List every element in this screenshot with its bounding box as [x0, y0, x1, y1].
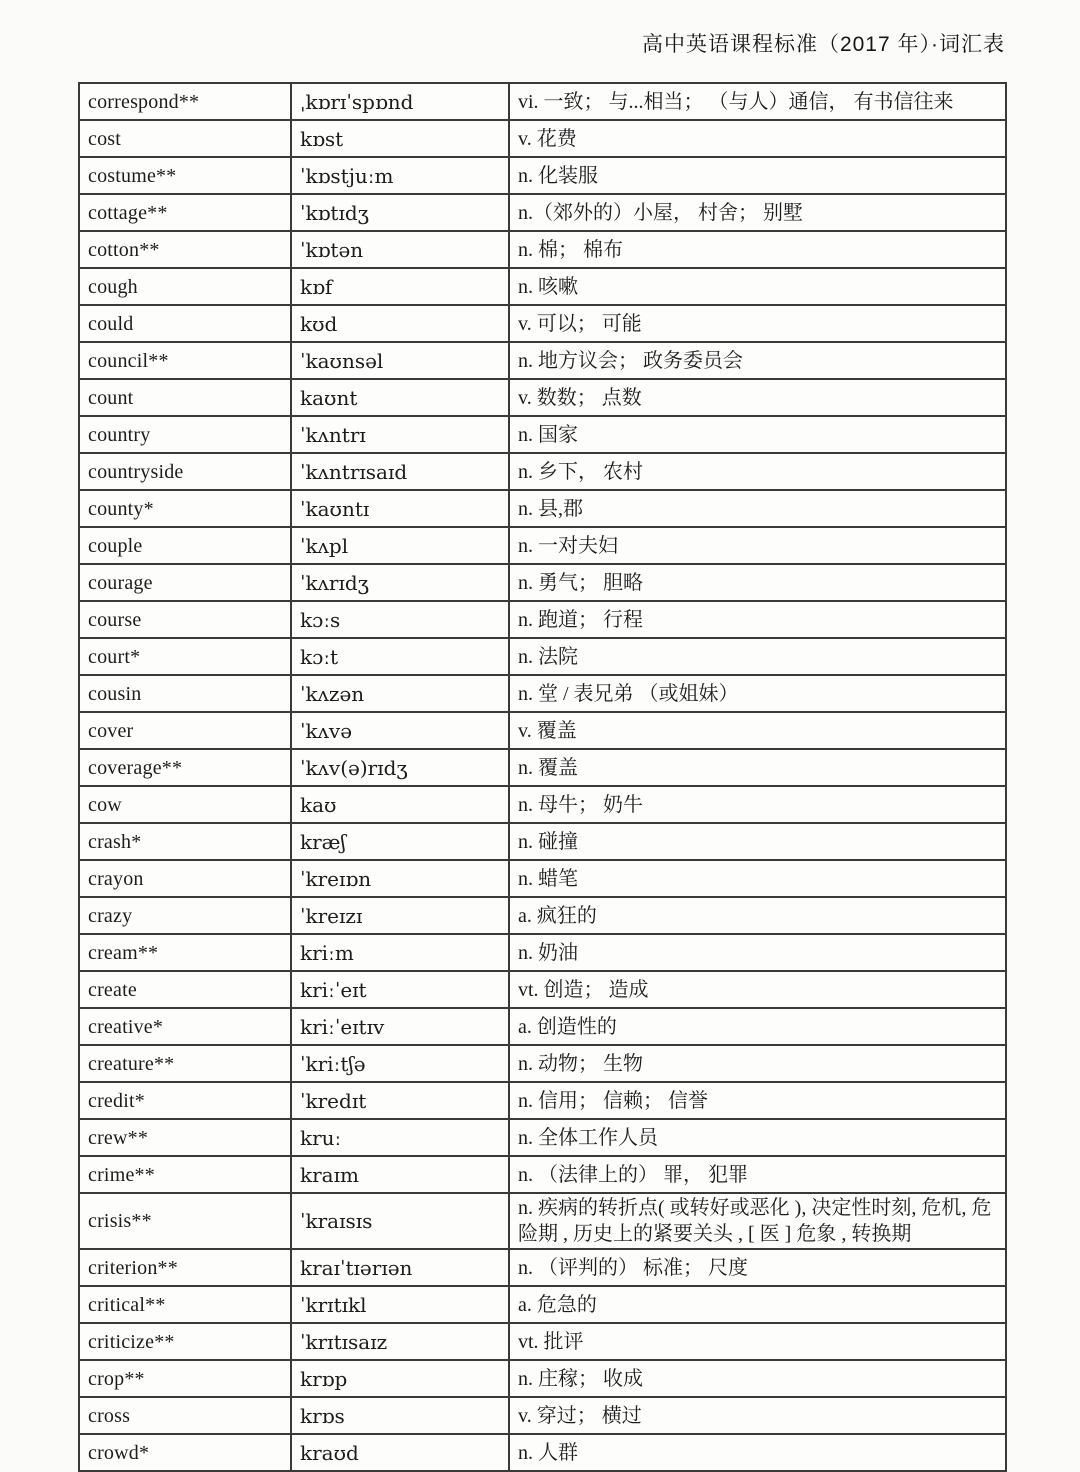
- definition-cell: v. 穿过； 横过: [509, 1397, 1006, 1434]
- pronunciation-cell: ˈkʌntrɪ: [291, 416, 509, 453]
- definition-cell: n. 咳嗽: [509, 268, 1006, 305]
- definition-cell: n. 人群: [509, 1434, 1006, 1471]
- table-row: [79, 527, 1006, 564]
- pronunciation-cell: kaʊ: [291, 786, 509, 823]
- pronunciation-cell: kriːˈeɪtɪv: [291, 1008, 509, 1045]
- word-cell: crash*: [79, 823, 291, 860]
- pronunciation-cell: kɒst: [291, 120, 509, 157]
- word-cell: cottage**: [79, 194, 291, 231]
- table-row: [79, 194, 1006, 231]
- definition-cell: a. 创造性的: [509, 1008, 1006, 1045]
- word-cell: could: [79, 305, 291, 342]
- definition-cell: n. 疾病的转折点( 或转好或恶化 ), 决定性时刻, 危机, 危险期 , 历史上的紧要关头 , [ 医 ] 危象 , 转换期: [509, 1193, 1006, 1249]
- word-cell: correspond**: [79, 83, 291, 120]
- table-row: [79, 934, 1006, 971]
- word-cell: creative*: [79, 1008, 291, 1045]
- word-cell: credit*: [79, 1082, 291, 1119]
- table-row: [79, 1286, 1006, 1323]
- word-cell: cousin: [79, 675, 291, 712]
- pronunciation-cell: ˈkʌv(ə)rɪdʒ: [291, 749, 509, 786]
- table-row: [79, 1249, 1006, 1286]
- table-row: [79, 971, 1006, 1008]
- table-row: [79, 453, 1006, 490]
- table-row: [79, 823, 1006, 860]
- pronunciation-cell: krɒs: [291, 1397, 509, 1434]
- pronunciation-cell: ˈkʌpl: [291, 527, 509, 564]
- table-row: [79, 786, 1006, 823]
- definition-cell: a. 疯狂的: [509, 897, 1006, 934]
- definition-cell: a. 危急的: [509, 1286, 1006, 1323]
- definition-cell: n. 母牛； 奶牛: [509, 786, 1006, 823]
- table-row: [79, 1397, 1006, 1434]
- definition-cell: n. 信用； 信赖； 信誉: [509, 1082, 1006, 1119]
- pronunciation-cell: ˈkaʊntɪ: [291, 490, 509, 527]
- definition-cell: n. 蜡笔: [509, 860, 1006, 897]
- table-row: [79, 897, 1006, 934]
- table-row: [79, 231, 1006, 268]
- pronunciation-cell: ˈkʌntrɪsaɪd: [291, 453, 509, 490]
- definition-cell: n.（郊外的）小屋， 村舍； 别墅: [509, 194, 1006, 231]
- pronunciation-cell: kraʊd: [291, 1434, 509, 1471]
- word-cell: couple: [79, 527, 291, 564]
- definition-cell: n. 勇气； 胆略: [509, 564, 1006, 601]
- word-cell: course: [79, 601, 291, 638]
- pronunciation-cell: kriːˈeɪt: [291, 971, 509, 1008]
- table-row: [79, 83, 1006, 120]
- word-cell: create: [79, 971, 291, 1008]
- pronunciation-cell: ˈkɒtən: [291, 231, 509, 268]
- definition-cell: vt. 批评: [509, 1323, 1006, 1360]
- word-cell: critical**: [79, 1286, 291, 1323]
- table-row: [79, 1156, 1006, 1193]
- pronunciation-cell: ˈkreɪɒn: [291, 860, 509, 897]
- table-row: [79, 749, 1006, 786]
- pronunciation-cell: ˈkɒstjuːm: [291, 157, 509, 194]
- table-row: [79, 1008, 1006, 1045]
- word-cell: cream**: [79, 934, 291, 971]
- word-cell: criticize**: [79, 1323, 291, 1360]
- definition-cell: n. 乡下， 农村: [509, 453, 1006, 490]
- pronunciation-cell: ˈkraɪsɪs: [291, 1193, 509, 1249]
- definition-cell: n. （评判的） 标准； 尺度: [509, 1249, 1006, 1286]
- definition-cell: n. 全体工作人员: [509, 1119, 1006, 1156]
- table-row: [79, 1045, 1006, 1082]
- pronunciation-cell: kriːm: [291, 934, 509, 971]
- definition-cell: n. 堂 / 表兄弟 （或姐妹）: [509, 675, 1006, 712]
- definition-cell: n. 化装服: [509, 157, 1006, 194]
- definition-cell: vi. 一致； 与...相当； （与人）通信， 有书信往来: [509, 83, 1006, 120]
- word-cell: crowd*: [79, 1434, 291, 1471]
- pronunciation-cell: ˈkʌzən: [291, 675, 509, 712]
- word-cell: courage: [79, 564, 291, 601]
- definition-cell: n. 县,郡: [509, 490, 1006, 527]
- table-row: [79, 120, 1006, 157]
- word-cell: cow: [79, 786, 291, 823]
- pronunciation-cell: kʊd: [291, 305, 509, 342]
- definition-cell: n. 碰撞: [509, 823, 1006, 860]
- word-cell: crew**: [79, 1119, 291, 1156]
- definition-cell: n. 奶油: [509, 934, 1006, 971]
- word-cell: creature**: [79, 1045, 291, 1082]
- pronunciation-cell: ˈkɒtɪdʒ: [291, 194, 509, 231]
- definition-cell: n. 地方议会； 政务委员会: [509, 342, 1006, 379]
- pronunciation-cell: ˈkredɪt: [291, 1082, 509, 1119]
- pronunciation-cell: ˈkaʊnsəl: [291, 342, 509, 379]
- table-row: [79, 1360, 1006, 1397]
- table-row: [79, 379, 1006, 416]
- table-row: [79, 157, 1006, 194]
- word-cell: cover: [79, 712, 291, 749]
- word-cell: count: [79, 379, 291, 416]
- definition-cell: v. 覆盖: [509, 712, 1006, 749]
- page-title: 高中英语课程标准（2017 年）·词汇表: [641, 33, 1005, 56]
- pronunciation-cell: kɔːt: [291, 638, 509, 675]
- table-row: [79, 1434, 1006, 1471]
- word-cell: crazy: [79, 897, 291, 934]
- word-cell: coverage**: [79, 749, 291, 786]
- table-row: [79, 1323, 1006, 1360]
- definition-cell: n. （法律上的） 罪， 犯罪: [509, 1156, 1006, 1193]
- word-cell: crisis**: [79, 1193, 291, 1249]
- definition-cell: n. 覆盖: [509, 749, 1006, 786]
- definition-cell: n. 跑道； 行程: [509, 601, 1006, 638]
- pronunciation-cell: ˌkɒrɪˈspɒnd: [291, 83, 509, 120]
- word-cell: countryside: [79, 453, 291, 490]
- word-cell: crop**: [79, 1360, 291, 1397]
- definition-cell: v. 花费: [509, 120, 1006, 157]
- definition-cell: n. 庄稼； 收成: [509, 1360, 1006, 1397]
- pronunciation-cell: kræʃ: [291, 823, 509, 860]
- definition-cell: n. 棉； 棉布: [509, 231, 1006, 268]
- pronunciation-cell: kraɪm: [291, 1156, 509, 1193]
- table-row: [79, 638, 1006, 675]
- word-cell: crayon: [79, 860, 291, 897]
- word-cell: council**: [79, 342, 291, 379]
- pronunciation-cell: kɔːs: [291, 601, 509, 638]
- word-cell: country: [79, 416, 291, 453]
- pronunciation-cell: ˈkrɪtɪsaɪz: [291, 1323, 509, 1360]
- word-cell: court*: [79, 638, 291, 675]
- vocab-table-body: [79, 83, 1006, 1471]
- definition-cell: v. 数数； 点数: [509, 379, 1006, 416]
- pronunciation-cell: ˈkʌrɪdʒ: [291, 564, 509, 601]
- word-cell: criterion**: [79, 1249, 291, 1286]
- pronunciation-cell: krɒp: [291, 1360, 509, 1397]
- word-cell: costume**: [79, 157, 291, 194]
- table-row: [79, 342, 1006, 379]
- word-cell: cross: [79, 1397, 291, 1434]
- table-row: [79, 1193, 1006, 1249]
- definition-cell: v. 可以； 可能: [509, 305, 1006, 342]
- pronunciation-cell: kraɪˈtɪərɪən: [291, 1249, 509, 1286]
- table-row: [79, 416, 1006, 453]
- pronunciation-cell: kaʊnt: [291, 379, 509, 416]
- table-row: [79, 860, 1006, 897]
- vocabulary-table: [78, 82, 1007, 1472]
- table-row: [79, 490, 1006, 527]
- table-row: [79, 601, 1006, 638]
- word-cell: cough: [79, 268, 291, 305]
- table-row: [79, 305, 1006, 342]
- definition-cell: n. 法院: [509, 638, 1006, 675]
- word-cell: cotton**: [79, 231, 291, 268]
- table-row: [79, 1119, 1006, 1156]
- pronunciation-cell: ˈkʌvə: [291, 712, 509, 749]
- pronunciation-cell: kruː: [291, 1119, 509, 1156]
- definition-cell: vt. 创造； 造成: [509, 971, 1006, 1008]
- table-row: [79, 712, 1006, 749]
- table-row: [79, 675, 1006, 712]
- table-row: [79, 564, 1006, 601]
- table-row: [79, 1082, 1006, 1119]
- word-cell: crime**: [79, 1156, 291, 1193]
- word-cell: county*: [79, 490, 291, 527]
- definition-cell: n. 国家: [509, 416, 1006, 453]
- definition-cell: n. 一对夫妇: [509, 527, 1006, 564]
- pronunciation-cell: ˈkreɪzɪ: [291, 897, 509, 934]
- definition-cell: n. 动物； 生物: [509, 1045, 1006, 1082]
- table-row: [79, 268, 1006, 305]
- pronunciation-cell: ˈkriːtʃə: [291, 1045, 509, 1082]
- word-cell: cost: [79, 120, 291, 157]
- pronunciation-cell: kɒf: [291, 268, 509, 305]
- pronunciation-cell: ˈkrɪtɪkl: [291, 1286, 509, 1323]
